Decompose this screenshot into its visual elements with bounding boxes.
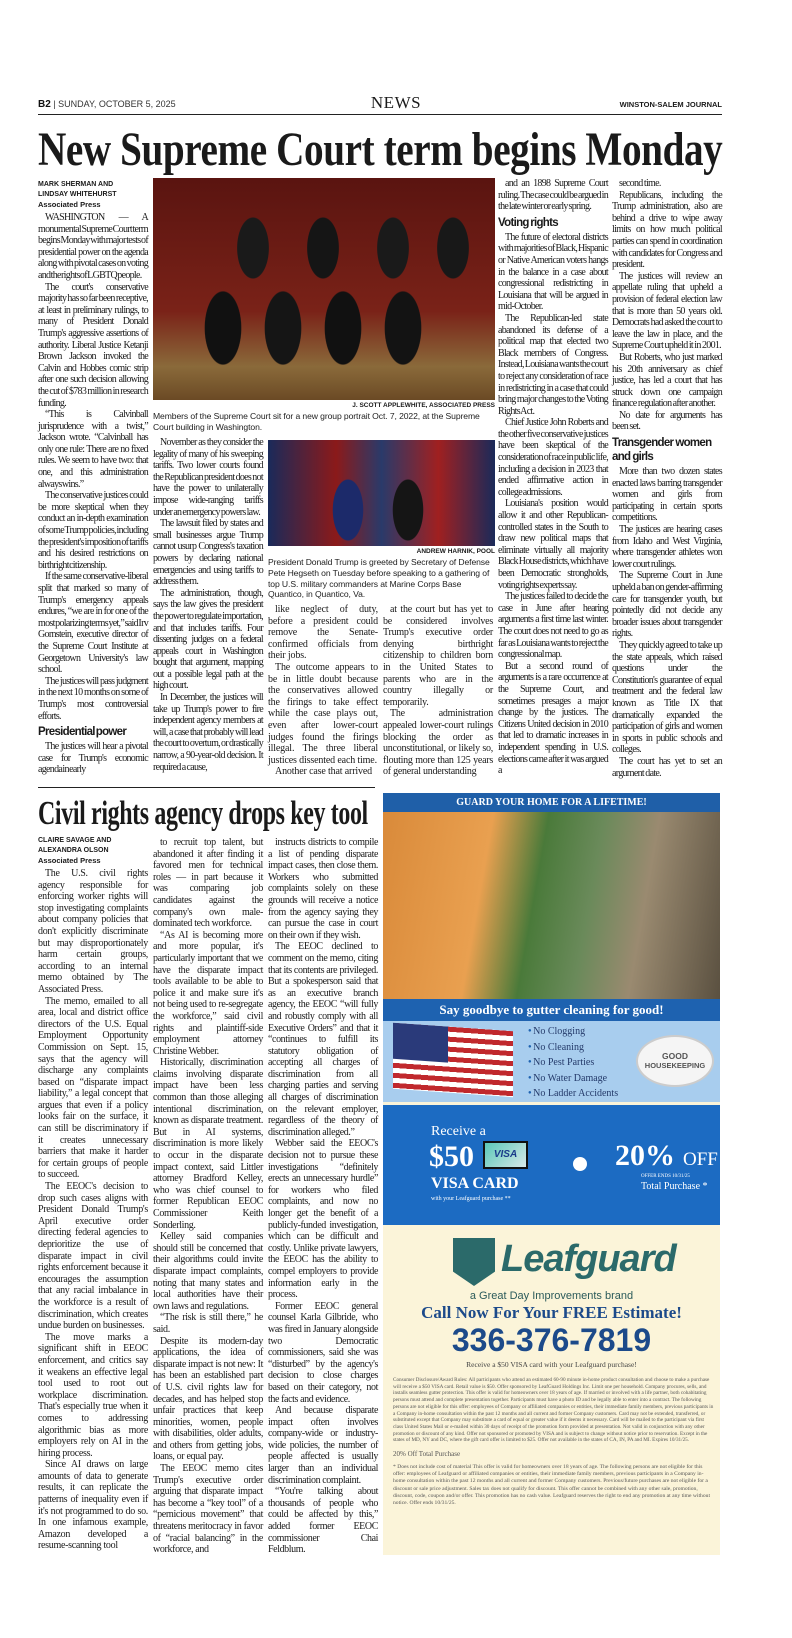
paragraph: like neglect of duty, before a president could remove the Senate-confirmed officials from their jobs. xyxy=(268,604,378,662)
paragraph: The administration appealed lower-court rulings blocking the order as unconstitutional, or likely so, flouting more than 125 years of general understanding xyxy=(383,708,493,778)
offer-pre: Receive a xyxy=(431,1124,486,1139)
paragraph: The EEOC declined to comment on the memo, citing that its contents are privileged. But a spokesperson said that as an executive branch agency, the EEOC “will fully and robustly comply with all Executive Orders” and that it “continues to fulfill its statutory obligation of accepting all charges of discrimination from all charging parties and serving all charges of discrimination on the relevant employer, regardless of the theory of discrimination alleged.” xyxy=(268,941,378,1138)
paragraph: Since AI draws on large amounts of data to generate results, it can replicate the patterns of inequality even if it's not programmed to do so. In one infamous example, Amazon developed a resume-scanning tool xyxy=(38,1459,148,1552)
ad-installers-photo xyxy=(383,812,720,999)
newspaper-name: WINSTON-SALEM JOURNAL xyxy=(619,100,722,109)
offer-ends: OFFER ENDS 10/31/25 xyxy=(641,1174,690,1179)
paragraph: WASHINGTON — A monumental Supreme Court term begins Monday with major tests of presidential power on the agenda along with pivotal cases on voting and the rights of LGBTQ people. xyxy=(38,212,148,281)
paragraph: at the court but has yet to be considered involves Trump's executive order denying birthright citizenship to children born in the United States to parents who are in the country illegally or temporarily. xyxy=(383,604,493,708)
paragraph: “You're talking about thousands of people who could be affected by this,” added former EEOC commissioner Chai Feldblum. xyxy=(268,1486,378,1556)
paragraph: The Supreme Court in June upheld a ban on gender-affirming care for transgender youth, but pointedly did not decide any broader issues about transgender rights. xyxy=(612,570,722,640)
paragraph: instructs districts to compile a list of pending disparate impact cases, then close them. Workers who submitted complaints solely on these grounds will receive a notice from the agency saying they can pursue the case in court on their own if they wish. xyxy=(268,837,378,941)
paragraph: The Republican-led state abandoned its defense of a political map that elected two Black members of Congress. Instead, Louisiana wants the court to reject any consideration of race in redistricting in a case that could bring major changes to the Voting Rights Act. xyxy=(498,312,608,417)
feature-item: ● No Clogging xyxy=(528,1024,618,1040)
leaf-shield-icon xyxy=(453,1238,495,1286)
subhead: Voting rights xyxy=(498,216,558,229)
paragraph: Webber said the EEOC's decision not to pursue these investigations “definitely erects an unnecessary hurdle” for workers who filed complaints, and now no longer get the benefit of a publicly-funded investigation, which can be difficult and costly. Unlike private lawyers, the EEOC has the ability to compel employers to provide information early in the process. xyxy=(268,1138,378,1301)
trump-hegseth-photo xyxy=(268,440,495,546)
bottom-headline: Civil rights agency drops key tool xyxy=(38,795,368,832)
paragraph: The future of electoral districts with majorities of Black, Hispanic or Native American voters hangs in the balance in a case about congressional redistricting in Louisiana that will be argued in mid-October. xyxy=(498,231,608,313)
separator-dot xyxy=(573,1157,587,1171)
ad-tagline: Say goodbye to gutter cleaning for good! xyxy=(383,999,720,1021)
feature-item: ● No Pest Parties xyxy=(528,1055,618,1071)
bottom-column-1 xyxy=(38,868,148,1560)
feature-list xyxy=(528,1024,618,1102)
paragraph: More than two dozen states enacted laws barring transgender women and girls from participating in certain sports competitions. xyxy=(612,466,722,524)
byline-author: LINDSAY WHITEHURST xyxy=(38,191,117,198)
photo-caption: President Donald Trump is greeted by Secretary of Defense Pete Hegseth on Tuesday before speaking to a gathering of top U.S. military commanders at Marine Corps Base Quantico, in Quantico, Va. xyxy=(268,557,490,600)
page-number: B2 xyxy=(38,99,51,110)
byline-author: MARK SHERMAN AND xyxy=(38,181,114,188)
seal-text: HOUSEKEEPING xyxy=(644,1061,706,1070)
discount-sub: Total Purchase * xyxy=(641,1181,708,1192)
paragraph: The EEOC memo cites Trump's executive order arguing that disparate impact has become a “key tool” of a “pernicious movement” that threatens meritocracy in favor of “racial balancing” in the workforce, and xyxy=(153,1463,263,1556)
feature-item: ● No Water Damage xyxy=(528,1071,618,1087)
paragraph: Chief Justice John Roberts and the other five conservative justices have been skeptical of the consideration of race in public life, including a decision in 2023 that ended affirmative action in college admissions. xyxy=(498,417,608,498)
paragraph: second time. xyxy=(619,178,661,189)
issue-date: SUNDAY, OCTOBER 5, 2025 xyxy=(58,99,176,109)
paragraph: Kelley said companies should still be concerned that their algorithms could invite disparate impact complaints, noting that many states and local authorities have their own laws and regulations. xyxy=(153,1231,263,1312)
discount-percent: 20% xyxy=(615,1139,675,1172)
paragraph: Republicans, including the Trump administration, also are behind a drive to wipe away limits on how much political parties can spend in coordination with candidates for Congress and president. xyxy=(612,189,722,271)
photo-caption: Members of the Supreme Court sit for a new group portrait Oct. 7, 2022, at the Supreme Court building in Washington. xyxy=(153,411,480,432)
top-column-3 xyxy=(268,604,378,782)
paragraph: And because disparate impact often involves company-wide or industry-wide policies, the number of people affected is usually larger than an individual discrimination complaint. xyxy=(268,1405,378,1486)
story-divider xyxy=(38,787,375,788)
bottom-column-3 xyxy=(268,837,378,1560)
byline-author: CLAIRE SAVAGE AND xyxy=(38,837,112,844)
bottom-byline xyxy=(38,836,148,866)
ad-features xyxy=(383,1021,720,1102)
byline-agency: Associated Press xyxy=(38,856,101,865)
feature-item: ● No Ladder Accidents xyxy=(528,1086,618,1102)
visa-offer-line: Receive a $50 VISA card with your Leafguard purchase! xyxy=(466,1360,637,1369)
seal-text: GOOD xyxy=(662,1051,688,1061)
leafguard-ad xyxy=(383,793,720,1555)
feature-item: ● No Cleaning xyxy=(528,1040,618,1056)
paragraph: The conservative justices could be more skeptical when they conduct an in-depth examination of some Trump policies, including the president's imposition of tariffs and his desired restrictions on birthright citizenship. xyxy=(38,490,148,571)
paragraph: In December, the justices will take up Trump's power to fire independent agency members at will, a case that probably will lead the court to overturn, or drastically narrow, a 90-year-old decision. It required a cause, xyxy=(153,692,263,773)
visa-card-icon: VISA xyxy=(483,1141,528,1169)
good-housekeeping-seal-icon xyxy=(636,1035,714,1087)
brand-name: Leafguard xyxy=(501,1238,676,1280)
leafguard-logo xyxy=(383,1238,720,1286)
photo-credit: ANDREW HARNIK, POOL xyxy=(416,548,495,555)
disclaimer-discount: * Does not include cost of material This offer is valid for homeowners over 18 years of age. The following persons are not eligible for this offer: employees of Leafguard or affiliated companies or entities, their immediate family members, previous participants in a Company in-home consultation within the past 12 months and all current and former Company customers. Previous/future purchases are not eligible for a discount or sale price adjustment. Sales tax does not qualify for discount. This offer cannot be combined with any other sale, promotion, discount, code, coupon and/or offer. This promotion has no cash value. Leafguard reserves the right to end any promotion at any time without notice. Offer ends 10/31/25. xyxy=(393,1464,711,1507)
ad-disclaimers xyxy=(393,1377,715,1507)
disclaimer-visa: Consumer Disclosure/Award Rules: All participants who attend an estimated 60-90 minute in-home product consultation and choose to make a purchase will receive a $50 VISA card. Retail value is $50. Offer sponsored by LeafGuard Holdings Inc. Limit one per household. Company procures, sells, and installs seamless gutter protection. This offer is valid for homeowners over 18 years of age. If married or involved with a life partner, both cohabitating persons must attend and complete presentation together. Participants must have a photo ID and be legally able to enter into a contract. The following persons are not eligible for this offer: employees of Company or affiliated companies or entities, their immediate family members, previous participants in a Company in-home consultation within the past 12 months and all current and former Company customers. Card may not be extended, transferred, or substituted except that Company may substitute a card of equal or greater value if it deems it necessary. Card will be mailed to the participant via first class United States Mail or e-mailed within 30 days of receipt of the promotion form provided at presentation. Not valid in conjunction with any other promotion or discount of any kind. Offer not sponsored or promoted by VISA and is subject to change without notice prior to reservation. Except in the states of MD, NY and DC, where the gift card offer is limited to $25. Offer not available in the states of CA, IN, PA and MI. Expires 10/31/25. xyxy=(393,1377,714,1444)
discount-off: OFF xyxy=(683,1149,718,1170)
paragraph: The justices will pass judgment in the next 10 months on some of Trump's most controversial efforts. xyxy=(38,675,148,722)
paragraph: The outcome appears to be in little doubt because the conservatives allowed the firings to take effect while the case plays out, even after lower-court judges found the firings illegal. The three liberal justices dissented each time. xyxy=(268,661,378,766)
subhead: Transgender women and girls xyxy=(612,437,712,464)
paragraph: The justices failed to decide the case in June after hearing arguments a first time last winter. The court does not need to go as far as Louisiana wants to reject the congressional map. xyxy=(498,591,608,661)
paragraph: The memo, emailed to all area, local and district office directors of the U.S. Equal Employment Opportunity Commission on Sept. 15, says that the agency will discharge any complaints based on “disparate impact liability,” a legal concept that argues that even if a policy looks fair on the surface, it can still be discriminatory if it creates unnecessary barriers that make it harder for certain groups of people to succeed. xyxy=(38,995,148,1181)
paragraph: The move marks a significant shift in EEOC enforcement, and critics say it weakens an effective legal tool used to root out workplace discrimination. That's especially true when it comes to addressing algorithmic bias as more employers rely on AI in the hiring process. xyxy=(38,1331,148,1459)
ad-banner: GUARD YOUR HOME FOR A LIFETIME! xyxy=(383,793,720,812)
paragraph: No date for arguments has been set. xyxy=(612,409,722,433)
cta-text: Call Now For Your FREE Estimate! xyxy=(421,1303,682,1322)
top-byline xyxy=(38,180,148,210)
ad-offers xyxy=(383,1105,720,1225)
subhead: Presidential power xyxy=(38,726,127,739)
top-column-4 xyxy=(383,604,493,782)
byline-agency: Associated Press xyxy=(38,200,101,209)
paragraph: to recruit top talent, but abandoned it after finding it favored men for technical roles — in part because it was comparing job candidates against the company's own male-dominated tech workforce. xyxy=(153,837,263,930)
paragraph: Historically, discrimination claims involving disparate impact have been less common than those alleging intentional discrimination, known as disparate treatment. But in AI systems, discrimination is more likely to occur in the disparate impact context, said Littler attorney Bradford Kelley, who was chief counsel to former Republican EEOC Commissioner Keith Sonderling. xyxy=(153,1057,263,1231)
paragraph: Former EEOC general counsel Karla Gilbride, who was fired in January alongside two Democratic commissioners, said she was “disturbed” by the agency's decision to close charges based on their category, not the facts and evidence. xyxy=(268,1300,378,1405)
bottom-column-2 xyxy=(153,837,263,1560)
brand-subtitle: a Great Day Improvements brand xyxy=(469,1290,634,1302)
top-column-2 xyxy=(153,437,263,782)
top-column-1 xyxy=(38,212,148,782)
paragraph: The justices will hear a pivotal case for Trump's economic agenda in early xyxy=(38,741,148,776)
paragraph: November as they consider the legality of many of his sweeping tariffs. Two lower courts found the Republican president does not have the power to unilaterally impose wide-ranging tariffs under an emergency powers law. xyxy=(153,437,263,518)
paragraph: The EEOC's decision to drop such cases aligns with President Donald Trump's April executive order directing federal agencies to deprioritize the use of disparate impact in civil rights enforcement because it encourages the assumption that any racial imbalance in the workforce is a result of discrimination, which creates undue burden on businesses. xyxy=(38,1181,148,1332)
byline-author: ALEXANDRA OLSON xyxy=(38,847,109,854)
paragraph: The justices will review an appellate ruling that upheld a provision of federal election law that is more than 50 years old. Democrats had asked the court to leave the law in place, and the Supreme Court upheld it in 2001. xyxy=(612,270,722,352)
top-headline: New Supreme Court term begins Monday xyxy=(38,123,723,176)
paragraph: They quickly agreed to take up the state appeals, which raised questions under the Constitution's guarantee of equal treatment and the federal law known as Title IX that dramatically expanded the participation of girls and women in sports in public schools and colleges. xyxy=(612,639,722,756)
phone-number[interactable]: 336-376-7819 xyxy=(451,1322,652,1358)
american-flag-icon xyxy=(393,1023,513,1097)
paragraph: The lawsuit filed by states and small businesses argue Trump cannot usurp Congress's taxation powers by declaring national emergencies and using tariffs to address them. xyxy=(153,518,263,588)
paragraph: The court's conservative majority has so far been receptive, at least in preliminary rulings, to many of President Donald Trump's aggressive assertions of authority. Liberal Justice Ketanji Brown Jackson invoked the Calvin and Hobbes comic strip after one such decision allowing the cut of $783 million in research funding. xyxy=(38,281,148,409)
paragraph: “The risk is still there,” he said. xyxy=(153,1312,263,1335)
paragraph: Louisiana's position would allow it and other Republican-controlled states in the South to draw new political maps that eliminate virtually all majority Black House districts, which have been Democratic strongholds, voting rights experts say. xyxy=(498,498,608,591)
paragraph: If the same conservative-liberal split that marked so many of Trump's emergency appeals endures, “we are in for one of the most polarizing terms yet,” said Irv Gornstein, executive director of the Supreme Court Institute at Georgetown University's law school. xyxy=(38,571,148,676)
disclaimer-discount-title: 20% Off Total Purchase xyxy=(393,1450,461,1459)
offer-title: VISA CARD xyxy=(431,1175,519,1192)
photo-credit: J. SCOTT APPLEWHITE, ASSOCIATED PRESS xyxy=(352,402,495,409)
paragraph: The administration, though, says the law gives the president the power to regulate importation, and that includes tariffs. Four dissenting judges on a federal appeals court in Washington bought that argument, mapping out a possible legal path at the high court. xyxy=(153,587,263,692)
paragraph: But a second round of arguments is a rare occurrence at the Supreme Court, and sometimes presages a major change by the justices. The Citizens United decision in 2010 that led to dramatic increases in independent spending in U.S. elections came after it was argued a xyxy=(498,660,608,777)
offer-sub: with your Leafguard purchase ** xyxy=(431,1196,511,1202)
paragraph: The court has yet to set an argument date. xyxy=(612,755,722,779)
page-folio: B2 | SUNDAY, OCTOBER 5, 2025 xyxy=(38,99,176,110)
paragraph: and an 1898 Supreme Court ruling. The case could be argued in the late winter or early spring. xyxy=(498,178,608,213)
paragraph: Another case that arrived xyxy=(275,766,373,778)
paragraph: The justices are hearing cases from Idaho and West Virginia, where transgender athletes won lower court rulings. xyxy=(612,524,722,570)
paragraph: “This is Calvinball jurisprudence with a twist,” Jackson wrote. “Calvinball has only one rule: There are no fixed rules. We seem to have two: that one, and this administration always wins.” xyxy=(38,409,148,490)
paragraph: “As AI is becoming more and more popular, it's particularly important that we have the disparate impact tools available to be able to police it and make sure it's not being used to re-segregate the workforce,” said civil rights and plaintiff-side employment attorney Christine Webber. xyxy=(153,929,263,1057)
offer-amount: $50 xyxy=(429,1140,474,1173)
paragraph: The U.S. civil rights agency responsible for enforcing worker rights will stop investigating complaints about company policies that don't explicitly discriminate but may disproportionately harm certain groups, according to an internal memo obtained by The Associated Press. xyxy=(38,868,148,995)
top-column-6 xyxy=(612,178,722,782)
paragraph: Despite its modern-day applications, the idea of disparate impact is not new: It has been an established part of U.S. civil rights law for decades, and has helped stop unfair practices that keep minorities, women, people with disabilities, older adults, and others from getting jobs, loans, or equal pay. xyxy=(153,1335,263,1463)
supreme-court-photo xyxy=(153,178,495,400)
section-name: NEWS xyxy=(370,93,422,112)
header-rule xyxy=(38,114,722,115)
paragraph: But Roberts, who just marked his 20th anniversary as chief justice, has led a court that has struck down one campaign finance regulation after another. xyxy=(612,351,722,410)
top-column-5 xyxy=(498,178,608,782)
